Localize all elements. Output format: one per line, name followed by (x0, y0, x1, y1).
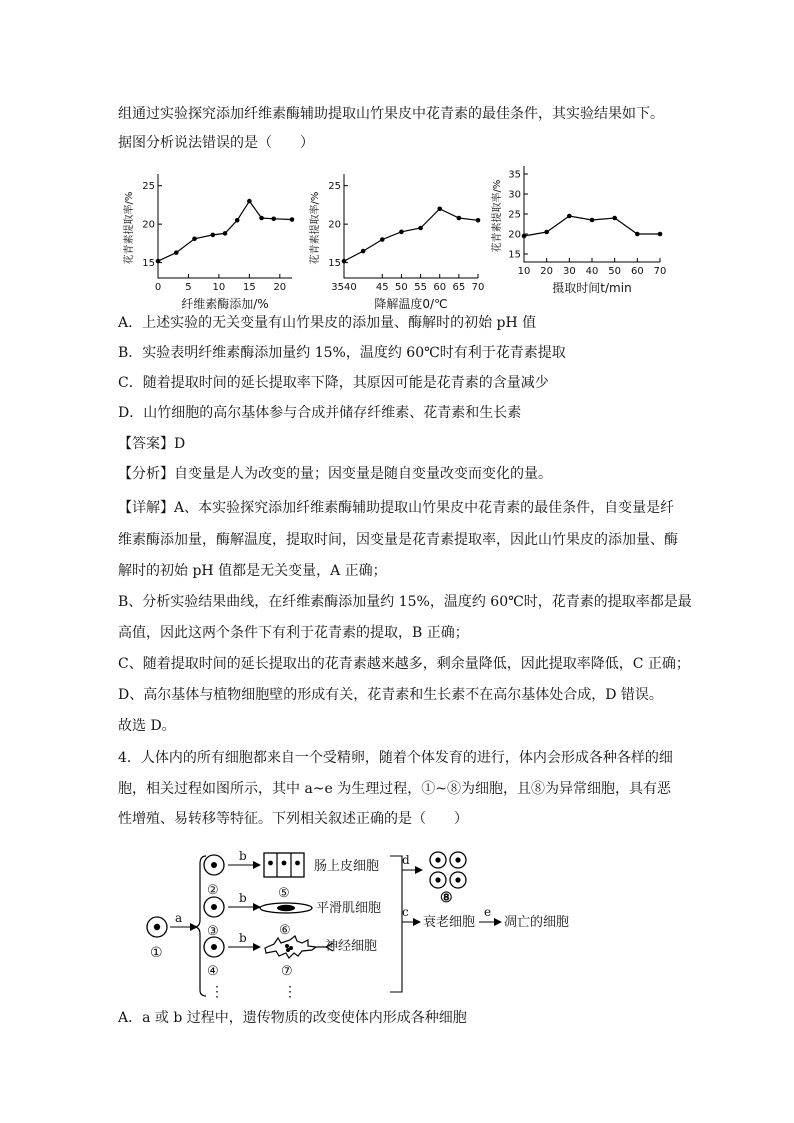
cell-4 (204, 937, 224, 957)
x-axis-label: 纤维素酶添加/% (181, 297, 269, 311)
axis-line (344, 174, 478, 278)
detail-text-1: A、本实验探究添加纤维素酶辅助提取山竹果皮中花青素的最佳条件，自变量是纤 (174, 500, 675, 516)
data-point (235, 218, 240, 223)
q4-option-a: A．a 或 b 过程中，遗传物质的改变使体内形成各种细胞 (118, 1010, 467, 1026)
cell-1 (147, 917, 167, 937)
label-nerve: 神经细胞 (325, 939, 378, 954)
analysis-tag: 【分析】 (118, 466, 174, 482)
x-tick-label: 20 (540, 266, 554, 277)
detail-line-6: C、随着提取时间的延长提取出的花青素越来越多，剩余量降低，因此提取率降低，C 正确； (118, 656, 690, 672)
data-point (635, 232, 640, 237)
y-tick-label: 20 (508, 229, 521, 241)
data-point (437, 206, 442, 211)
x-tick-label: 15 (242, 282, 256, 293)
x-tick-label: 0 (154, 282, 162, 293)
data-point (211, 233, 216, 238)
data-point (259, 216, 264, 221)
data-point (247, 199, 252, 204)
y-tick-label: 15 (142, 258, 155, 270)
answer-tag: 【答案】 (118, 436, 174, 452)
y-tick-label: 25 (508, 209, 521, 221)
cell-diagram (140, 842, 600, 1006)
intro-line-1: 组通过实验探究添加纤维素酶辅助提取山竹果皮中花青素的最佳条件，其实验结果如下。 (118, 106, 664, 122)
intro-line-2: 据图分析说法错误的是（ ） (118, 135, 314, 151)
detail-line-5: 高值，因此这两个条件下有利于花青素的提取，B 正确； (118, 625, 469, 641)
y-axis-label: 花青素提取率/% (124, 191, 135, 265)
cell-6 (260, 903, 312, 913)
data-point (361, 249, 366, 254)
q4-line-3: 性增殖、易转移等特征。下列相关叙述正确的是（ ） (118, 811, 468, 827)
y-tick-label: 25 (328, 181, 341, 193)
y-tick-label: 25 (142, 181, 155, 193)
data-point (476, 218, 481, 223)
label-5: ⑤ (278, 886, 290, 901)
x-tick-label: 20 (273, 282, 287, 293)
cell-5 (264, 853, 304, 877)
x-tick-label: 30 (562, 266, 576, 277)
x-tick-label: 50 (608, 266, 622, 277)
x-tick-label: 3540 (331, 282, 357, 293)
x-tick-label: 60 (433, 282, 447, 293)
chart-time-svg (490, 162, 675, 302)
label-a: a (175, 911, 183, 925)
y-tick-label: 15 (508, 249, 521, 261)
data-point (418, 226, 423, 231)
data-point (612, 216, 617, 221)
label-b-2: b (239, 891, 247, 905)
detail-line-7: D、高尔基体与植物细胞壁的形成有关，花青素和生长素不在高尔基体处合成，D 错误。 (118, 687, 663, 703)
analysis-line (118, 464, 552, 484)
dots-1: ⋮ (210, 984, 224, 1000)
answer-value: D (174, 436, 186, 452)
label-b-3: b (239, 931, 247, 945)
x-tick-label: 5 (185, 282, 192, 293)
x-tick-label: 50 (395, 282, 408, 293)
x-axis-label: 摄取时间t/min (552, 281, 632, 295)
right-bracket (390, 856, 402, 992)
x-tick-label: 65 (452, 282, 466, 293)
dots-2: ⋮ (283, 984, 297, 1000)
cell-8 (430, 852, 466, 888)
chart-temperature (308, 168, 493, 311)
data-point (174, 250, 179, 255)
y-tick-label: 15 (328, 258, 341, 270)
cell-3 (204, 897, 224, 917)
label-d: d (402, 853, 410, 867)
label-1: ① (150, 945, 163, 961)
label-2: ② (207, 883, 219, 898)
cell-2 (204, 855, 224, 875)
detail-tag: 【详解】 (118, 500, 174, 516)
label-8: ⑧ (440, 890, 453, 906)
label-4: ④ (207, 964, 219, 979)
label-c: c (402, 905, 409, 919)
left-brace (194, 856, 206, 996)
chart-time (490, 162, 675, 306)
label-aging: 衰老细胞 (423, 915, 476, 930)
analysis-text: 自变量是人为改变的量；因变量是随自变量改变而变化的量。 (174, 466, 552, 482)
y-tick-label: 35 (508, 169, 521, 181)
x-tick-label: 60 (630, 266, 644, 277)
label-e: e (484, 905, 492, 919)
detail-line-3: 解时的初始 pH 值都是无关变量，A 正确； (118, 563, 387, 579)
x-tick-label: 10 (517, 266, 531, 277)
data-point (342, 259, 347, 264)
y-axis-label: 花青素提取率/% (492, 179, 503, 253)
data-point (192, 236, 197, 241)
y-tick-label: 30 (508, 189, 521, 201)
label-6: ⑥ (279, 923, 291, 938)
x-tick-label: 70 (653, 266, 667, 277)
x-tick-label: 45 (375, 282, 389, 293)
label-intestine: 肠上皮细胞 (314, 859, 380, 874)
chart-enzyme (122, 168, 302, 311)
detail-line-4: B、分析实验结果曲线，在纤维素酶添加量约 15%，温度约 60℃时，花青素的提取率都是最 (118, 594, 692, 610)
data-point (457, 216, 462, 221)
x-axis-label: 降解温度0/℃ (374, 297, 448, 311)
data-point (380, 237, 385, 242)
y-tick-label: 20 (328, 219, 341, 231)
label-smooth: 平滑肌细胞 (316, 901, 382, 916)
label-7: ⑦ (281, 964, 293, 979)
label-3: ③ (207, 924, 219, 939)
chart-enzyme-svg (122, 168, 302, 311)
q4-line-2: 胞，相关过程如图所示，其中 a~e 为生理过程，①~⑧为细胞，且⑧为异常细胞，具有恶 (118, 781, 671, 797)
data-point (399, 230, 404, 235)
data-point (156, 259, 161, 264)
data-point (522, 234, 527, 239)
data-point (223, 231, 228, 236)
option-b: B．实验表明纤维素酶添加量约 15%，温度约 60℃时有利于花青素提取 (118, 345, 566, 361)
axis-line (524, 166, 660, 262)
data-point (544, 230, 549, 235)
chart-temperature-svg (308, 168, 493, 311)
label-apoptotic: 凋亡的细胞 (504, 915, 570, 930)
x-tick-label: 55 (414, 282, 427, 293)
cell-7 (265, 936, 333, 958)
x-tick-label: 70 (471, 282, 485, 293)
q4-line-1: 4．人体内的所有细胞都来自一个受精卵，随着个体发育的进行，体内会形成各种各样的细 (118, 750, 673, 766)
x-tick-label: 10 (212, 282, 226, 293)
detail-line-1 (118, 498, 674, 518)
data-point (590, 218, 595, 223)
data-point (658, 232, 663, 237)
data-point (271, 216, 276, 221)
option-c: C．随着提取时间的延长提取率下降，其原因可能是花青素的含量减少 (118, 375, 549, 391)
answer-line (118, 434, 185, 454)
detail-line-8: 故选 D。 (118, 718, 176, 734)
data-point (290, 217, 295, 222)
cell-diagram-svg (140, 842, 600, 1002)
axis-line (158, 174, 292, 278)
y-tick-label: 20 (142, 219, 155, 231)
x-tick-label: 40 (585, 266, 599, 277)
detail-line-2: 维素酶添加量，酶解温度，提取时间，因变量是花青素提取率，因此山竹果皮的添加量、酶 (118, 532, 678, 548)
option-d: D．山竹细胞的高尔基体参与合成并储存纤维素、花青素和生长素 (118, 405, 522, 421)
y-axis-label: 花青素提取率/% (310, 191, 321, 265)
data-point (567, 214, 572, 219)
option-a: A．上述实验的无关变量有山竹果皮的添加量、酶解时的初始 pH 值 (118, 315, 537, 331)
label-b-1: b (239, 849, 247, 863)
